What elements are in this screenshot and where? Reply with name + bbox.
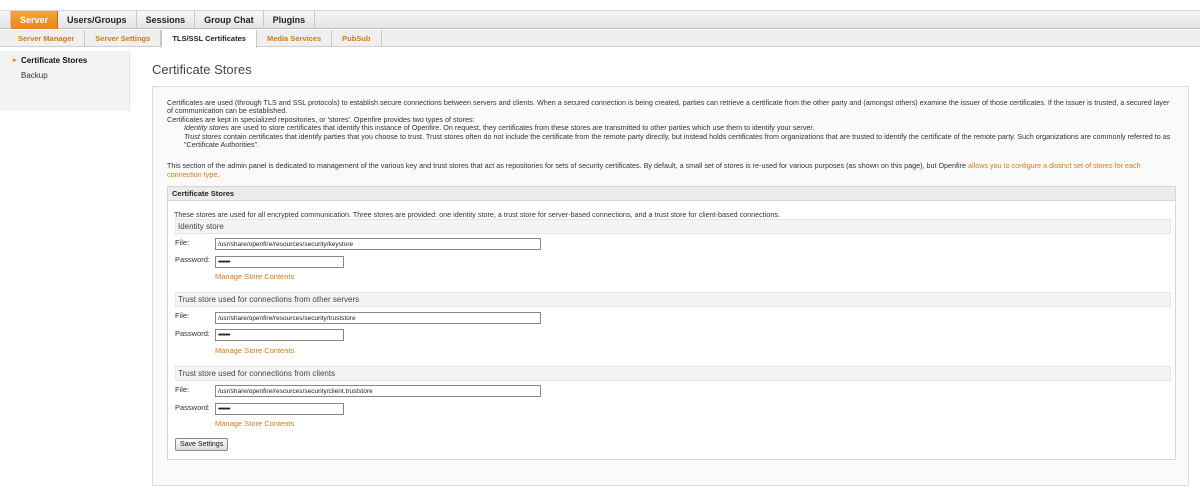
- sidebar-item-label: Certificate Stores: [21, 56, 88, 65]
- trust-store-definition: [167, 133, 1177, 150]
- identity-store-header: Identity store: [175, 219, 1171, 234]
- tab-group-chat[interactable]: Group Chat: [195, 11, 264, 29]
- sidebar-item-certificate-stores[interactable]: [0, 53, 130, 68]
- subtab-tls-ssl-certificates[interactable]: TLS/SSL Certificates: [161, 30, 257, 48]
- trust-store-text: contain certificates that identify parties that you choose to trust. Trust stores often do not include the certificate from the remote party directly, but instead holds certificates from organizations that are trusted to identify the certificate of the remote party. Such organizations are commonly referred to as "Certificate Authorities".: [184, 131, 1171, 150]
- tab-server[interactable]: Server: [10, 11, 58, 29]
- client-trust-store-file-input[interactable]: [215, 385, 541, 397]
- file-label: File:: [175, 385, 190, 394]
- sidebar-item-backup[interactable]: [0, 68, 130, 83]
- client-trust-store-manage-link[interactable]: Manage Store Contents: [215, 419, 295, 428]
- client-trust-store-password-input[interactable]: [215, 403, 344, 415]
- tab-sessions[interactable]: Sessions: [137, 11, 196, 29]
- intro-paragraph-3-end: .: [217, 169, 220, 179]
- tab-plugins[interactable]: Plugins: [264, 11, 316, 29]
- password-label: Password:: [175, 255, 211, 264]
- trust-store-term: Trust stores: [184, 131, 222, 141]
- file-label: File:: [175, 311, 190, 320]
- sub-nav-bar: [0, 30, 1200, 47]
- identity-store-password-input[interactable]: [215, 256, 344, 268]
- file-label: File:: [175, 238, 190, 247]
- identity-store-manage-link[interactable]: Manage Store Contents: [215, 272, 295, 281]
- intro-paragraph-2: Certificates are kept in specialized repositories, or 'stores'. Openfire provides two types of stores:: [167, 114, 475, 124]
- server-trust-store-header: Trust store used for connections from other servers: [175, 292, 1171, 307]
- page-title: Certificate Stores: [152, 62, 252, 77]
- panel-description: These stores are used for all encrypted communication. Three stores are provided: one identity store, a trust store for server-based connections, and a trust store for client-based connections.: [174, 210, 780, 219]
- server-trust-store-manage-link[interactable]: Manage Store Contents: [215, 346, 295, 355]
- subtab-server-settings[interactable]: Server Settings: [85, 30, 161, 47]
- certificate-stores-panel: [167, 186, 1176, 460]
- intro-paragraph-3: [167, 162, 1177, 179]
- main-content: [152, 86, 1189, 486]
- top-nav-bar: [0, 10, 1200, 29]
- subtab-media-services[interactable]: Media Services: [257, 30, 332, 47]
- sidebar-item-label: Backup: [21, 71, 48, 80]
- intro-paragraph-1: Certificates are used (through TLS and SSL protocols) to establish secure connections between servers and clients. When a secured connection is being created, parties can retrieve a certificate from the other party and (amongst others) examine the issuer of those certificates. If the issuer is trusted, a secured layer of communication can be established.: [167, 98, 1170, 116]
- tab-users-groups[interactable]: Users/Groups: [58, 11, 137, 29]
- server-trust-store-file-input[interactable]: [215, 312, 541, 324]
- configure-stores-link[interactable]: allows you to configure a distinct set of stores for each connection type: [167, 161, 1141, 179]
- password-label: Password:: [175, 403, 211, 412]
- identity-store-file-input[interactable]: [215, 238, 541, 250]
- panel-title: Certificate Stores: [168, 187, 1175, 201]
- save-settings-button[interactable]: Save Settings: [175, 438, 228, 451]
- server-trust-store-password-input[interactable]: [215, 329, 344, 341]
- subtab-server-manager[interactable]: Server Manager: [8, 30, 85, 47]
- intro-text: [167, 99, 1177, 149]
- intro-paragraph-3-text: This section of the admin panel is dedicated to management of the various key and trust stores that act as repositories for sets of security certificates. By default, a small set of stores is re-used for various purposes (as shown on this page), but Openfire: [167, 161, 969, 170]
- client-trust-store-header: Trust store used for connections from clients: [175, 366, 1171, 381]
- identity-store-text: are used to store certificates that identify this instance of Openfire. On request, they certificates from these stores are transmitted to other parties which use them to identify your server.: [228, 123, 815, 133]
- sidebar: [0, 51, 130, 111]
- password-label: Password:: [175, 329, 211, 338]
- arrow-right-icon: ▸: [13, 57, 17, 64]
- subtab-pubsub[interactable]: PubSub: [332, 30, 381, 47]
- identity-store-term: Identity stores: [184, 123, 229, 133]
